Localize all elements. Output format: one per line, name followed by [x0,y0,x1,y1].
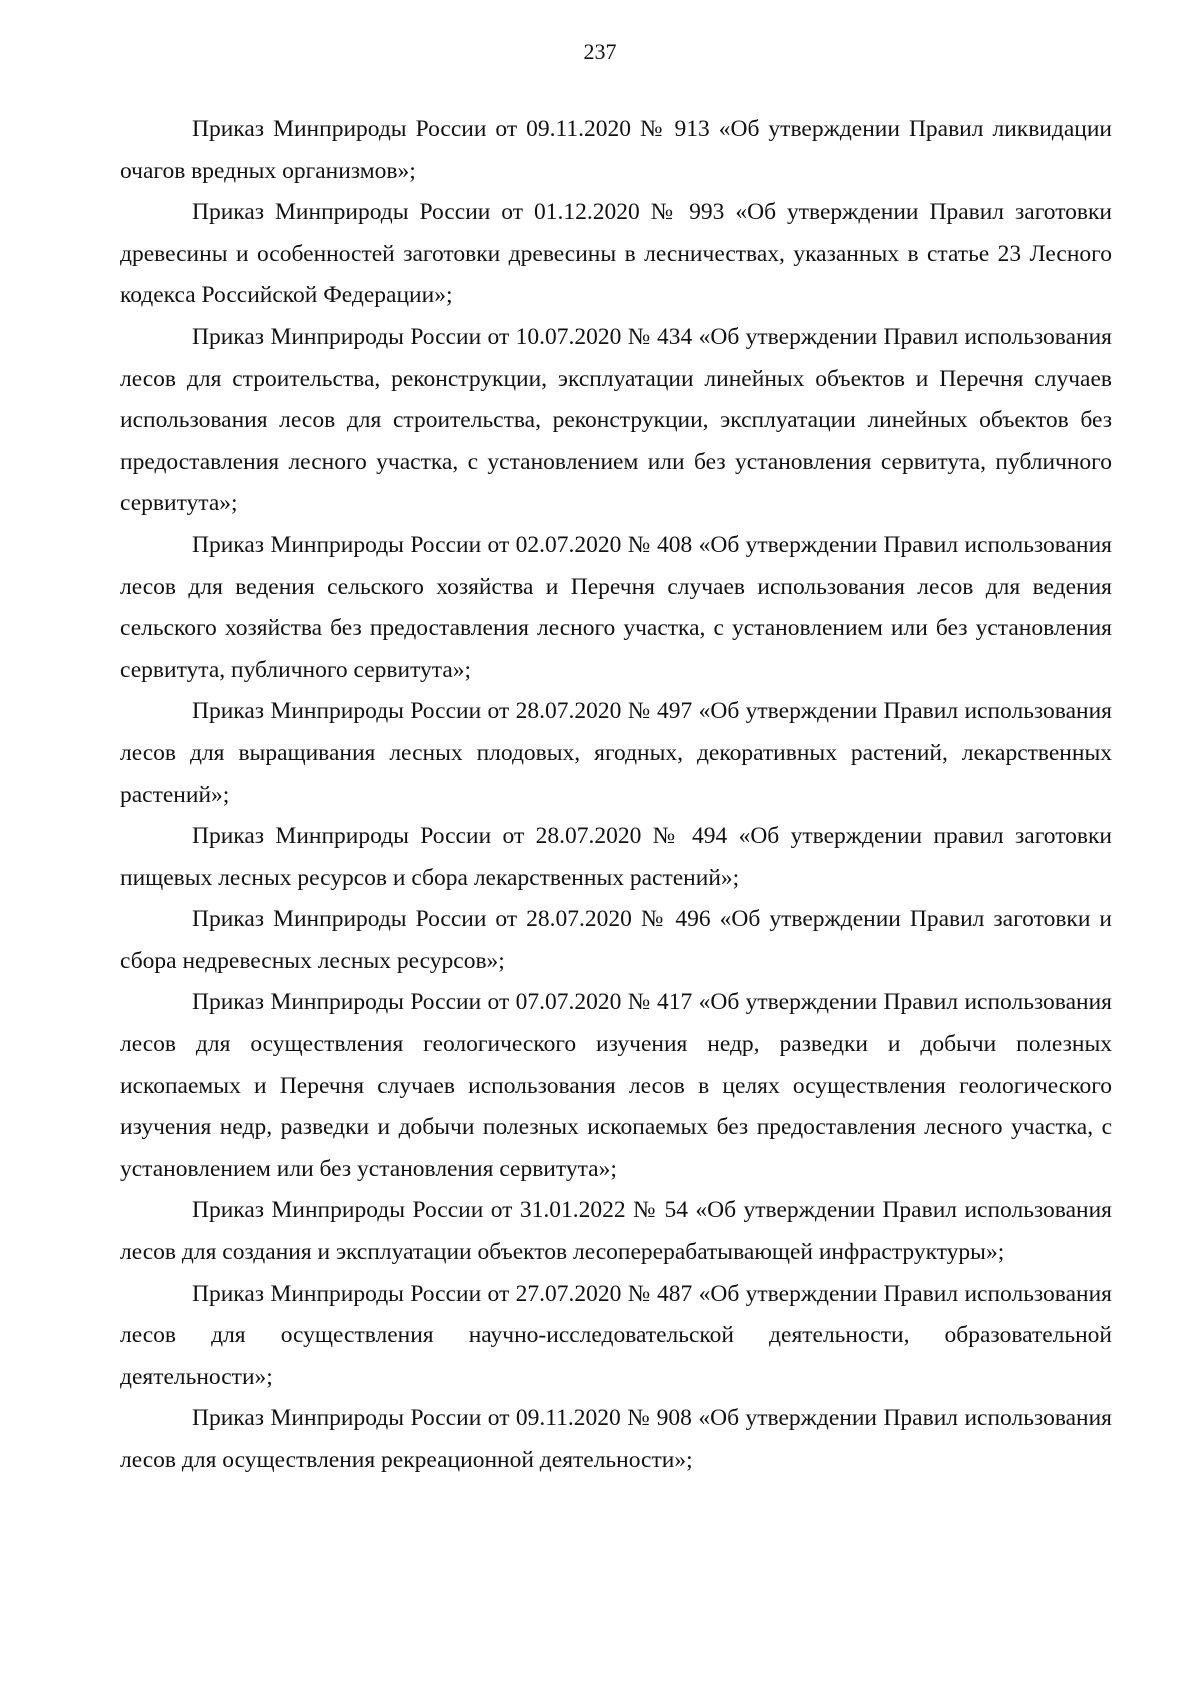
paragraph-order-54: Приказ Минприроды России от 31.01.2022 № 54 «Об утверждении Правил использования лесов для создания и эксплуатации объектов лесоперерабатывающей инфраструктуры»; [120,1197,1112,1266]
paragraph-order-434: Приказ Минприроды России от 10.07.2020 № 434 «Об утверждении Правил использования лесов для строительства, реконструкции, эксплуатации линейных объектов и Перечня случаев использования лесов для строительства, реконструкции, эксплуатации линейных объектов без предоставления лесного участка, с установлением или без установления сервитута, публичного сервитута»; [120,323,1112,517]
paragraph-order-497: Приказ Минприроды России от 28.07.2020 № 497 «Об утверждении Правил использования лесов для выращивания лесных плодовых, ягодных, декоративных растений, лекарственных растений»; [120,698,1112,808]
document-body [120,109,1112,1482]
paragraph-order-408: Приказ Минприроды России от 02.07.2020 № 408 «Об утверждении Правил использования лесов для ведения сельского хозяйства и Перечня случаев использования лесов для ведения сельского хозяйства без предоставления лесного участка, с установлением или без установления сервитута, публичного сервитута»; [120,531,1112,683]
paragraph-order-908: Приказ Минприроды России от 09.11.2020 № 908 «Об утверждении Правил использования лесов для осуществления рекреационной деятельности»; [120,1405,1112,1473]
paragraph-order-913: Приказ Минприроды России от 09.11.2020 № 913 «Об утверждении Правил ликвидации очагов вредных организмов»; [120,116,1112,184]
paragraph-order-496: Приказ Минприроды России от 28.07.2020 № 496 «Об утверждении Правил заготовки и сбора недревесных лесных ресурсов»; [120,906,1112,974]
page-number: 237 [583,39,617,64]
paragraph-order-417: Приказ Минприроды России от 07.07.2020 № 417 «Об утверждении Правил использования лесов для осуществления геологического изучения недр, разведки и добычи полезных ископаемых и Перечня случаев использования лесов в целях осуществления геологического изучения недр, разведки и добычи полезных ископаемых без предоставления лесного участка, с установлением или без установления сервитута»; [120,989,1112,1182]
paragraph-order-993: Приказ Минприроды России от 01.12.2020 № 993 «Об утверждении Правил заготовки древесины и особенностей заготовки древесины в лесничествах, указанных в статье 23 Лесного кодекса Российской Федерации»; [120,199,1112,309]
paragraph-order-494: Приказ Минприроды России от 28.07.2020 № 494 «Об утверждении правил заготовки пищевых лесных ресурсов и сбора лекарственных растений»; [120,823,1112,891]
paragraph-order-487: Приказ Минприроды России от 27.07.2020 № 487 «Об утверждении Правил использования лесов для осуществления научно-исследовательской деятельности, образовательной деятельности»; [120,1280,1112,1390]
